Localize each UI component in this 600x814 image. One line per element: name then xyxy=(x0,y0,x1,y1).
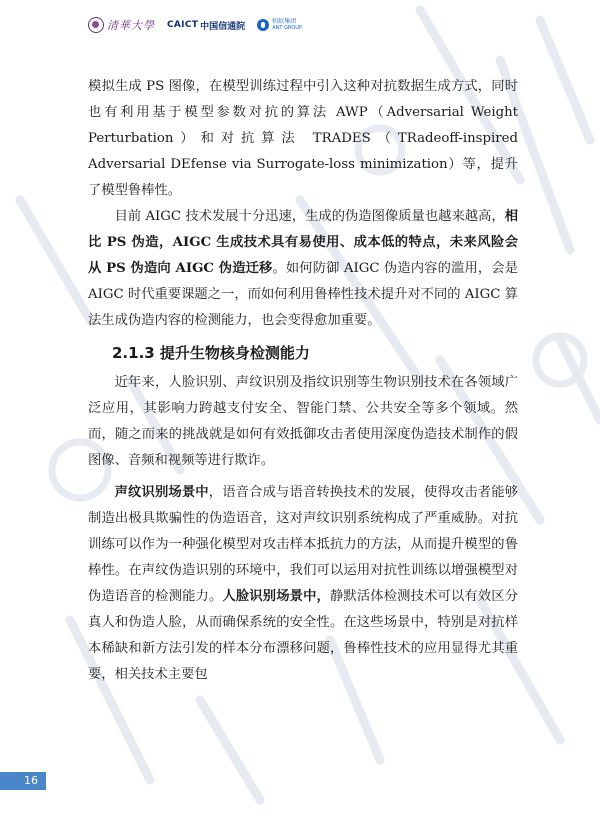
tsinghua-logo xyxy=(88,17,155,33)
ant-group-logo xyxy=(257,19,302,31)
paragraph-2-text-a: 目前 AIGC 技术发展十分迅速，生成的伪造图像质量也越来越高， xyxy=(114,209,505,224)
paragraph-4-bold-face: 人脸识别场景中， xyxy=(222,589,330,604)
ant-group-en-name: ANT GROUP xyxy=(272,25,302,31)
paragraph-1: 模拟生成 PS 图像，在模型训练过程中引入这种对抗数据生成方式，同时也有利用基于模型参数对抗的算法 AWP（Adversarial Weight Perturbation）和对抗算法 TRADES（TRadeoff-inspired Adversarial DEfense via Surrogate-loss minimization）等，提升了模型鲁棒性。 xyxy=(88,79,518,198)
page-number: 16 xyxy=(24,774,38,787)
paragraph-4-text-b: 静默活体检测技术可以有效区分真人和伪造人脸，从而确保系统的安全性。在这些场景中，特别是对抗样本稀缺和新方法引发的样本分布漂移问题，鲁棒性技术的应用显得尤其重要，相关技术主要包 xyxy=(88,589,519,682)
ant-group-cn-name: 蚂蚁集团 xyxy=(272,18,297,25)
page-body xyxy=(88,74,518,688)
paragraph-3: 近年来，人脸识别、声纹识别及指纹识别等生物识别技术在各领域广泛应用，其影响力跨越支付安全、智能门禁、公共安全等多个领域。然而，随之而来的挑战就是如何有效抵御攻击者使用深度伪造技术制作的假图像、音频和视频等进行欺诈。 xyxy=(88,375,518,468)
paragraph-4 xyxy=(88,480,518,688)
section-heading: 2.1.3 提升生物核身检测能力 xyxy=(112,344,310,362)
paragraph-4-text-a: ，语音合成与语音转换技术的发展，使得攻击者能够制造出极具欺骗性的伪造语音，这对声纹识别系统构成了严重威胁。对抗训练可以作为一种强化模型对攻击样本抵抗力的方法，从而提升模型的鲁棒性。在声纹伪造识别的环境中，我们可以运用对抗性训练以增强模型对伪造语音的检测能力。 xyxy=(88,485,519,604)
page-number-tab xyxy=(0,772,46,790)
paragraph-2-text-b: 。如何防御 AIGC 伪造内容的滥用，会是 AIGC 时代重要课题之一，而如何利用鲁棒性技术提升对不同的 AIGC 算法生成伪造内容的检测能力，也会变得愈加重要。 xyxy=(88,261,519,328)
caict-cn-name: 中国信通院 xyxy=(200,21,246,32)
paragraph-2-bold-text: 相比 PS 伪造，AIGC 生成技术具有易使用、成本低的特点，未来风险会从 PS 伪造向 AIGC 伪造迁移 xyxy=(88,209,518,276)
paragraph-4-bold-voiceprint: 声纹识别场景中 xyxy=(114,485,209,500)
tsinghua-seal-icon xyxy=(88,17,104,33)
paragraph-2 xyxy=(88,204,518,334)
caict-abbr: CAICT xyxy=(167,20,199,30)
header-logos xyxy=(88,15,314,35)
caict-logo xyxy=(167,19,245,32)
tsinghua-logo-text: 清華大學 xyxy=(107,19,155,32)
ant-group-mark-icon xyxy=(257,19,269,31)
